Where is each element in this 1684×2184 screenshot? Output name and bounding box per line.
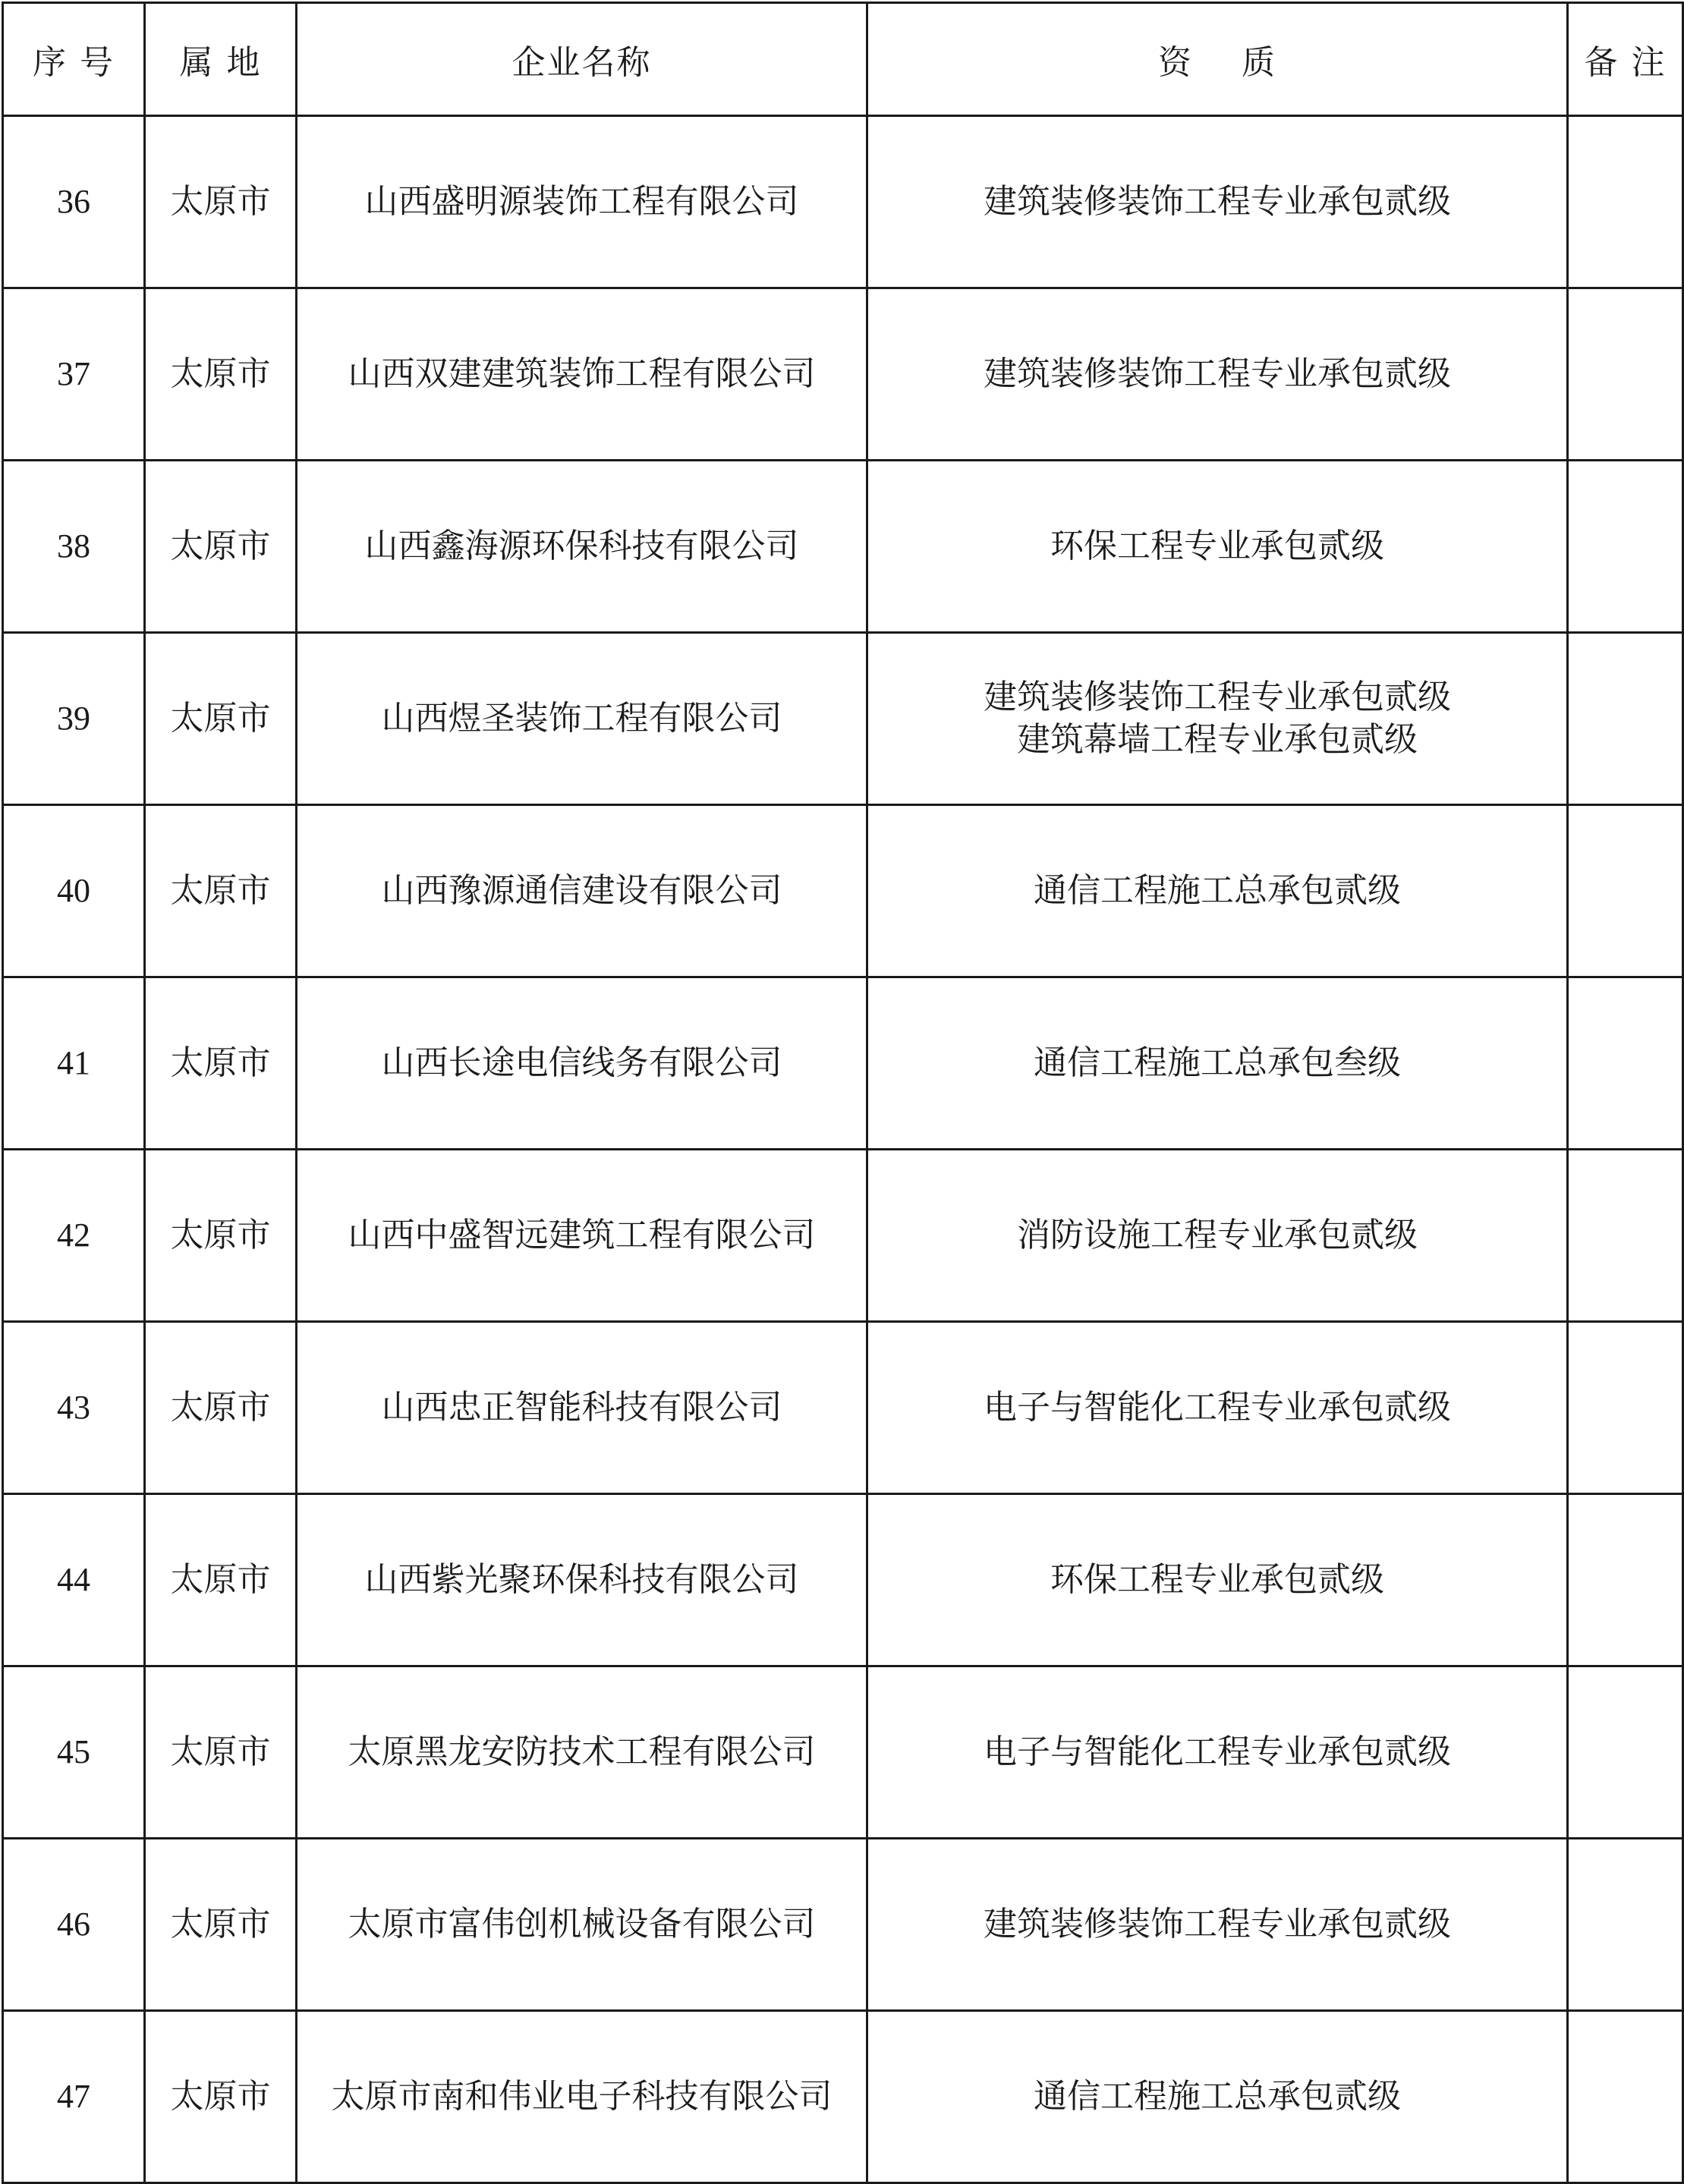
cell-remark	[1568, 116, 1683, 288]
table-row	[3, 288, 1683, 461]
cell-company: 太原市富伟创机械设备有限公司	[297, 1839, 867, 2011]
cell-remark	[1568, 2011, 1683, 2183]
cell-company: 太原市南和伟业电子科技有限公司	[297, 2011, 867, 2183]
cell-seq: 44	[3, 1494, 145, 1666]
qualification-line: 建筑幕墙工程专业承包贰级	[1017, 720, 1418, 759]
cell-remark	[1568, 461, 1683, 633]
cell-region: 太原市	[145, 1494, 297, 1666]
cell-seq: 41	[3, 977, 145, 1150]
qualification-line: 通信工程施工总承包叁级	[1034, 1043, 1401, 1082]
cell-seq: 47	[3, 2011, 145, 2183]
cell-seq: 45	[3, 1666, 145, 1839]
header-seq: 序 号	[3, 3, 145, 116]
cell-region: 太原市	[145, 1322, 297, 1494]
qualification-line: 通信工程施工总承包贰级	[1034, 871, 1401, 910]
cell-remark	[1568, 1150, 1683, 1322]
table-row	[3, 1839, 1683, 2011]
cell-company: 山西双建建筑装饰工程有限公司	[297, 288, 867, 461]
qualification-line: 建筑装修装饰工程专业承包贰级	[984, 1905, 1451, 1943]
cell-region: 太原市	[145, 1839, 297, 2011]
cell-seq: 42	[3, 1150, 145, 1322]
cell-company: 太原黑龙安防技术工程有限公司	[297, 1666, 867, 1839]
cell-seq: 40	[3, 805, 145, 977]
qualification-line: 电子与智能化工程专业承包贰级	[984, 1732, 1451, 1771]
cell-company: 山西鑫海源环保科技有限公司	[297, 461, 867, 633]
cell-region: 太原市	[145, 805, 297, 977]
table-row	[3, 633, 1683, 805]
cell-seq: 38	[3, 461, 145, 633]
cell-remark	[1568, 1666, 1683, 1839]
cell-qualification	[867, 288, 1568, 461]
header-remark: 备 注	[1568, 3, 1683, 116]
table-row	[3, 805, 1683, 977]
cell-company: 山西紫光聚环保科技有限公司	[297, 1494, 867, 1666]
cell-company: 山西中盛智远建筑工程有限公司	[297, 1150, 867, 1322]
cell-qualification	[867, 116, 1568, 288]
cell-company: 山西长途电信线务有限公司	[297, 977, 867, 1150]
cell-qualification	[867, 977, 1568, 1150]
qualification-line: 消防设施工程专业承包贰级	[1017, 1216, 1418, 1254]
cell-remark	[1568, 1839, 1683, 2011]
cell-qualification	[867, 1150, 1568, 1322]
cell-remark	[1568, 1322, 1683, 1494]
qualification-line: 环保工程专业承包贰级	[1050, 1560, 1384, 1599]
qualification-line: 电子与智能化工程专业承包贰级	[984, 1388, 1451, 1427]
cell-qualification	[867, 805, 1568, 977]
table-header-row	[3, 3, 1683, 116]
table-row	[3, 1494, 1683, 1666]
cell-remark	[1568, 633, 1683, 805]
cell-remark	[1568, 288, 1683, 461]
cell-seq: 43	[3, 1322, 145, 1494]
cell-seq: 46	[3, 1839, 145, 2011]
table-body	[3, 116, 1683, 2183]
cell-qualification	[867, 1839, 1568, 2011]
cell-region: 太原市	[145, 633, 297, 805]
cell-region: 太原市	[145, 1150, 297, 1322]
table-row	[3, 977, 1683, 1150]
cell-company: 山西忠正智能科技有限公司	[297, 1322, 867, 1494]
cell-qualification	[867, 1322, 1568, 1494]
cell-remark	[1568, 977, 1683, 1150]
header-qualification: 资 质	[867, 3, 1568, 116]
qualification-line: 建筑装修装饰工程专业承包贰级	[984, 354, 1451, 393]
table-row	[3, 1150, 1683, 1322]
cell-seq: 36	[3, 116, 145, 288]
qualification-line: 环保工程专业承包贰级	[1050, 527, 1384, 565]
table-row	[3, 461, 1683, 633]
header-region: 属 地	[145, 3, 297, 116]
cell-region: 太原市	[145, 116, 297, 288]
cell-region: 太原市	[145, 461, 297, 633]
qualification-line: 通信工程施工总承包贰级	[1034, 2077, 1401, 2116]
table-row	[3, 1666, 1683, 1839]
cell-qualification	[867, 633, 1568, 805]
cell-seq: 39	[3, 633, 145, 805]
cell-remark	[1568, 805, 1683, 977]
cell-remark	[1568, 1494, 1683, 1666]
cell-company: 山西煜圣装饰工程有限公司	[297, 633, 867, 805]
cell-qualification	[867, 2011, 1568, 2183]
qualification-line: 建筑装修装饰工程专业承包贰级	[984, 678, 1451, 716]
table-row	[3, 2011, 1683, 2183]
cell-region: 太原市	[145, 1666, 297, 1839]
qualification-line: 建筑装修装饰工程专业承包贰级	[984, 182, 1451, 221]
table-row	[3, 116, 1683, 288]
cell-company: 山西盛明源装饰工程有限公司	[297, 116, 867, 288]
cell-qualification	[867, 461, 1568, 633]
cell-region: 太原市	[145, 288, 297, 461]
cell-region: 太原市	[145, 2011, 297, 2183]
cell-seq: 37	[3, 288, 145, 461]
cell-region: 太原市	[145, 977, 297, 1150]
cell-qualification	[867, 1666, 1568, 1839]
enterprise-qualification-table	[2, 2, 1684, 2184]
table-row	[3, 1322, 1683, 1494]
cell-qualification	[867, 1494, 1568, 1666]
header-company: 企业名称	[297, 3, 867, 116]
cell-company: 山西豫源通信建设有限公司	[297, 805, 867, 977]
